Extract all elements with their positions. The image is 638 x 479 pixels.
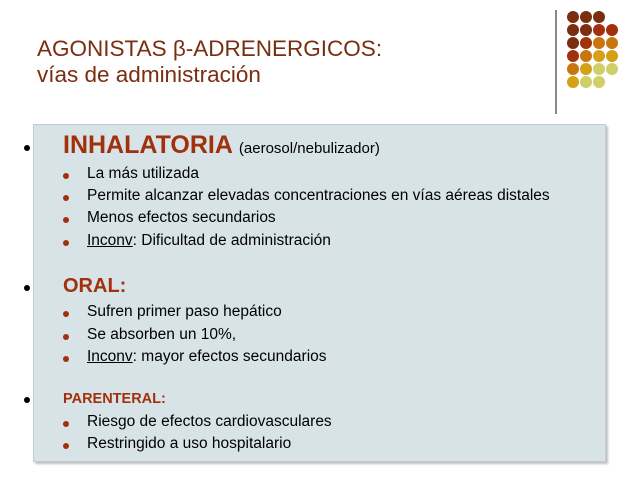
list-item: La más utilizada <box>87 165 200 182</box>
section-bullet <box>24 397 30 403</box>
dot <box>580 24 592 36</box>
list-item: Menos efectos secundarios <box>87 209 276 226</box>
dot <box>580 50 592 62</box>
title-line-1: AGONISTAS β-ADRENERGICOS: <box>37 36 383 61</box>
section-bullet <box>24 285 30 291</box>
dot <box>580 63 592 75</box>
dot <box>580 76 592 88</box>
dot <box>567 50 579 62</box>
inconv-label: Inconv <box>87 232 133 249</box>
dot <box>606 63 618 75</box>
dot <box>567 11 579 23</box>
list-item <box>87 348 327 366</box>
item-bullet <box>63 195 69 201</box>
dot <box>567 63 579 75</box>
section-heading-parenteral <box>63 390 166 408</box>
section-bullet <box>24 145 30 151</box>
item-bullet <box>63 217 69 223</box>
dot <box>593 37 605 49</box>
dot <box>606 50 618 62</box>
divider-line <box>555 10 557 114</box>
dot <box>567 24 579 36</box>
item-text: : mayor efectos secundarios <box>132 348 327 365</box>
list-item: Restringido a uso hospitalario <box>87 435 292 452</box>
dot <box>567 37 579 49</box>
inconv-label: Inconv <box>87 348 133 365</box>
dot <box>580 37 592 49</box>
dot <box>593 63 605 75</box>
item-bullet <box>63 173 69 179</box>
list-item <box>87 232 331 250</box>
section-heading-inhalatoria <box>63 131 380 160</box>
item-bullet <box>63 240 69 246</box>
item-bullet <box>63 421 69 427</box>
list-item: Sufren primer paso hepático <box>87 303 282 320</box>
item-bullet <box>63 443 69 449</box>
item-bullet <box>63 311 69 317</box>
slide-title <box>37 36 382 88</box>
item-text: : Dificultad de administración <box>132 232 331 249</box>
dot <box>606 37 618 49</box>
heading-note: (aerosol/nebulizador) <box>238 140 380 157</box>
dot <box>567 76 579 88</box>
list-item: Permite alcanzar elevadas concentraciones en vías aéreas distales <box>87 187 550 204</box>
section-heading-oral <box>63 275 126 298</box>
heading-text: PARENTERAL: <box>63 391 166 407</box>
dot <box>606 24 618 36</box>
item-bullet <box>63 334 69 340</box>
item-bullet <box>63 356 69 362</box>
dot <box>580 11 592 23</box>
heading-text: ORAL: <box>63 275 127 297</box>
list-item: Se absorben un 10%, <box>87 326 237 343</box>
dot <box>593 50 605 62</box>
dot <box>593 76 605 88</box>
list-item: Riesgo de efectos cardiovasculares <box>87 413 332 430</box>
heading-text: INHALATORIA <box>63 131 233 159</box>
title-line-2: vías de administración <box>37 62 261 87</box>
dot <box>593 11 605 23</box>
dot <box>593 24 605 36</box>
